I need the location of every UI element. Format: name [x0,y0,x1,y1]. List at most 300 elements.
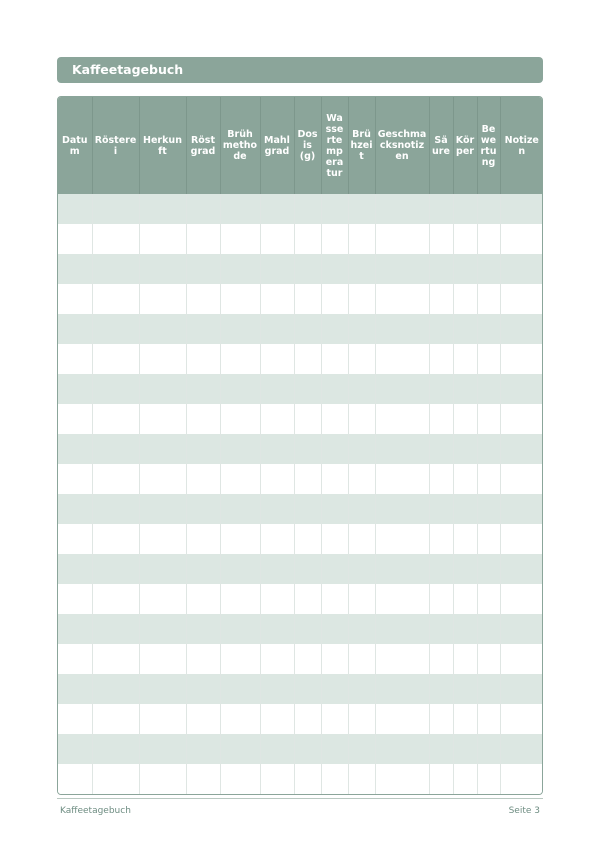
table-cell[interactable] [220,344,260,374]
table-cell[interactable] [139,644,186,674]
table-cell[interactable] [260,554,294,584]
table-row [58,674,543,704]
table-cell[interactable] [186,584,220,614]
table-cell[interactable] [453,464,477,494]
table-cell[interactable] [477,764,500,794]
table-cell[interactable] [477,494,500,524]
table-cell[interactable] [500,434,543,464]
table-cell[interactable] [429,404,453,434]
table-cell[interactable] [477,584,500,614]
table-cell[interactable] [500,374,543,404]
table-cell[interactable] [375,194,429,224]
table-cell[interactable] [139,734,186,764]
table-cell[interactable] [58,584,92,614]
table-cell[interactable] [220,194,260,224]
table-cell[interactable] [139,434,186,464]
table-cell[interactable] [477,254,500,284]
table-cell[interactable] [139,344,186,374]
table-cell[interactable] [500,764,543,794]
table-cell[interactable] [58,674,92,704]
table-cell[interactable] [453,254,477,284]
table-cell[interactable] [429,314,453,344]
table-cell[interactable] [186,494,220,524]
table-cell[interactable] [92,404,139,434]
table-cell[interactable] [92,554,139,584]
table-cell[interactable] [375,614,429,644]
table-row [58,464,543,494]
table-cell[interactable] [500,554,543,584]
table-cell[interactable] [260,764,294,794]
table-cell[interactable] [294,644,321,674]
table-cell[interactable] [500,314,543,344]
table-cell[interactable] [348,374,375,404]
table-cell[interactable] [429,524,453,554]
table-cell[interactable] [220,704,260,734]
table-cell[interactable] [500,644,543,674]
table-cell[interactable] [375,224,429,254]
table-cell[interactable] [294,584,321,614]
table-cell[interactable] [220,644,260,674]
table-cell[interactable] [260,524,294,554]
table-cell[interactable] [348,404,375,434]
table-cell[interactable] [375,344,429,374]
table-cell[interactable] [139,314,186,344]
table-cell[interactable] [375,584,429,614]
table-cell[interactable] [92,374,139,404]
table-cell[interactable] [500,254,543,284]
table-cell[interactable] [92,734,139,764]
table-cell[interactable] [186,674,220,704]
table-cell[interactable] [429,704,453,734]
table-cell[interactable] [348,434,375,464]
table-cell[interactable] [186,314,220,344]
table-cell[interactable] [260,254,294,284]
table-cell[interactable] [500,734,543,764]
table-cell[interactable] [220,224,260,254]
table-cell[interactable] [500,704,543,734]
table-cell[interactable] [429,644,453,674]
table-cell[interactable] [348,344,375,374]
table-cell[interactable] [500,524,543,554]
table-cell[interactable] [260,674,294,704]
table-cell[interactable] [186,224,220,254]
table-cell[interactable] [429,284,453,314]
table-cell[interactable] [220,734,260,764]
table-cell[interactable] [321,314,348,344]
table-cell[interactable] [58,314,92,344]
table-cell[interactable] [429,554,453,584]
table-row [58,704,543,734]
table-cell[interactable] [260,704,294,734]
table-cell[interactable] [321,194,348,224]
table-cell[interactable] [186,374,220,404]
table-cell[interactable] [186,344,220,374]
table-cell[interactable] [453,494,477,524]
table-cell[interactable] [294,224,321,254]
table-cell[interactable] [92,764,139,794]
table-cell[interactable] [429,584,453,614]
table-cell[interactable] [294,254,321,284]
table-cell[interactable] [321,404,348,434]
table-cell[interactable] [92,524,139,554]
table-row [58,374,543,404]
table-cell[interactable] [294,554,321,584]
column-header-mahlgrad: Mahlgrad [260,97,294,194]
table-cell[interactable] [477,344,500,374]
table-cell[interactable] [375,434,429,464]
table-cell[interactable] [139,554,186,584]
table-cell[interactable] [348,194,375,224]
table-cell[interactable] [294,194,321,224]
table-cell[interactable] [186,704,220,734]
table-cell[interactable] [260,344,294,374]
table-cell[interactable] [186,254,220,284]
table-cell[interactable] [139,464,186,494]
table-cell[interactable] [220,494,260,524]
column-header-bruehmethode: Brühmethode [220,97,260,194]
table-cell[interactable] [429,194,453,224]
table-cell[interactable] [477,284,500,314]
column-header-herkunft: Herkunft [139,97,186,194]
table-cell[interactable] [477,674,500,704]
table-cell[interactable] [260,644,294,674]
table-cell[interactable] [348,674,375,704]
table-cell[interactable] [58,344,92,374]
table-cell[interactable] [375,374,429,404]
table-cell[interactable] [58,374,92,404]
table-cell[interactable] [500,344,543,374]
table-cell[interactable] [348,284,375,314]
table-cell[interactable] [429,434,453,464]
table-cell[interactable] [429,254,453,284]
table-cell[interactable] [294,614,321,644]
table-cell[interactable] [294,734,321,764]
table-cell[interactable] [500,674,543,704]
table-cell[interactable] [453,284,477,314]
table-cell[interactable] [477,554,500,584]
table-cell[interactable] [429,224,453,254]
table-cell[interactable] [321,584,348,614]
table-cell[interactable] [429,674,453,704]
table-cell[interactable] [294,494,321,524]
table-cell[interactable] [92,704,139,734]
table-cell[interactable] [348,764,375,794]
table-cell[interactable] [453,734,477,764]
table-cell[interactable] [294,704,321,734]
table-cell[interactable] [477,314,500,344]
table-cell[interactable] [139,704,186,734]
table-cell[interactable] [348,734,375,764]
table-cell[interactable] [92,614,139,644]
table-cell[interactable] [58,524,92,554]
table-cell[interactable] [220,554,260,584]
table-cell[interactable] [321,284,348,314]
table-cell[interactable] [453,644,477,674]
table-cell[interactable] [429,374,453,404]
table-cell[interactable] [58,284,92,314]
table-cell[interactable] [220,254,260,284]
table-cell[interactable] [294,524,321,554]
table-cell[interactable] [500,614,543,644]
table-cell[interactable] [453,524,477,554]
table-cell[interactable] [500,404,543,434]
table-cell[interactable] [321,614,348,644]
table-cell[interactable] [477,524,500,554]
table-cell[interactable] [58,734,92,764]
table-cell[interactable] [220,674,260,704]
table-cell[interactable] [477,644,500,674]
table-cell[interactable] [348,254,375,284]
table-cell[interactable] [260,734,294,764]
table-cell[interactable] [500,494,543,524]
table-cell[interactable] [294,284,321,314]
table-cell[interactable] [321,434,348,464]
table-cell[interactable] [58,404,92,434]
table-cell[interactable] [186,524,220,554]
table-cell[interactable] [139,194,186,224]
table-cell[interactable] [260,194,294,224]
table-cell[interactable] [294,314,321,344]
table-cell[interactable] [477,734,500,764]
table-cell[interactable] [375,764,429,794]
table-row [58,284,543,314]
table-cell[interactable] [429,464,453,494]
table-cell[interactable] [294,464,321,494]
table-cell[interactable] [375,284,429,314]
table-header-row [58,97,543,194]
table-cell[interactable] [294,434,321,464]
table-cell[interactable] [260,404,294,434]
table-cell[interactable] [321,734,348,764]
table-cell[interactable] [375,644,429,674]
table-cell[interactable] [139,254,186,284]
table-cell[interactable] [429,614,453,644]
table-cell[interactable] [375,494,429,524]
table-cell[interactable] [348,614,375,644]
table-cell[interactable] [260,284,294,314]
table-cell[interactable] [92,584,139,614]
table-cell[interactable] [92,434,139,464]
table-cell[interactable] [92,284,139,314]
column-header-roestgrad: Röstgrad [186,97,220,194]
table-cell[interactable] [220,464,260,494]
table-cell[interactable] [92,344,139,374]
table-cell[interactable] [260,224,294,254]
table-cell[interactable] [477,434,500,464]
table-row [58,314,543,344]
table-cell[interactable] [321,494,348,524]
column-header-bewertung: Bewertung [477,97,500,194]
table-cell[interactable] [321,374,348,404]
page-title: Kaffeetagebuch [72,62,184,77]
column-header-roesterei: Rösterei [92,97,139,194]
table-cell[interactable] [348,584,375,614]
table-cell[interactable] [429,764,453,794]
table-cell[interactable] [477,464,500,494]
table-cell[interactable] [186,284,220,314]
table-cell[interactable] [260,434,294,464]
table-cell[interactable] [139,284,186,314]
table-cell[interactable] [294,374,321,404]
table-cell[interactable] [220,764,260,794]
table-cell[interactable] [58,194,92,224]
table-cell[interactable] [500,584,543,614]
table-cell[interactable] [92,254,139,284]
table-cell[interactable] [321,344,348,374]
table-cell[interactable] [260,584,294,614]
table-cell[interactable] [321,764,348,794]
table-cell[interactable] [348,554,375,584]
table-cell[interactable] [348,644,375,674]
column-header-wassertemperatur: Wassertemperatur [321,97,348,194]
table-cell[interactable] [321,254,348,284]
table-cell[interactable] [453,554,477,584]
table-row [58,434,543,464]
table-cell[interactable] [294,344,321,374]
table-cell[interactable] [220,434,260,464]
table-cell[interactable] [139,224,186,254]
table-cell[interactable] [321,554,348,584]
table-cell[interactable] [294,674,321,704]
table-cell[interactable] [139,614,186,644]
table-cell[interactable] [58,224,92,254]
table-cell[interactable] [321,674,348,704]
table-cell[interactable] [375,254,429,284]
table-cell[interactable] [453,584,477,614]
table-cell[interactable] [477,614,500,644]
table-cell[interactable] [375,314,429,344]
table-cell[interactable] [348,494,375,524]
column-header-notizen: Notizen [500,97,543,194]
table-cell[interactable] [186,734,220,764]
table-cell[interactable] [294,404,321,434]
table-cell[interactable] [92,644,139,674]
table-cell[interactable] [139,764,186,794]
table-cell[interactable] [260,494,294,524]
table-cell[interactable] [375,554,429,584]
table-cell[interactable] [139,404,186,434]
table-cell[interactable] [321,224,348,254]
table-cell[interactable] [220,584,260,614]
table-cell[interactable] [260,314,294,344]
table-cell[interactable] [453,434,477,464]
table-cell[interactable] [429,494,453,524]
table-cell[interactable] [220,404,260,434]
table-cell[interactable] [453,404,477,434]
table-cell[interactable] [375,464,429,494]
table-cell[interactable] [92,194,139,224]
table-cell[interactable] [500,194,543,224]
table-cell[interactable] [453,674,477,704]
table-cell[interactable] [186,464,220,494]
page-number: Seite 3 [508,806,540,816]
table-cell[interactable] [500,284,543,314]
table-cell[interactable] [58,554,92,584]
table-cell[interactable] [58,464,92,494]
table-cell[interactable] [375,524,429,554]
table-cell[interactable] [477,224,500,254]
table-cell[interactable] [58,254,92,284]
table-cell[interactable] [220,314,260,344]
table-cell[interactable] [220,524,260,554]
table-cell[interactable] [186,614,220,644]
table-cell[interactable] [453,374,477,404]
table-cell[interactable] [220,284,260,314]
table-cell[interactable] [92,494,139,524]
table-cell[interactable] [453,194,477,224]
table-cell[interactable] [186,554,220,584]
table-cell[interactable] [477,194,500,224]
table-cell[interactable] [321,644,348,674]
table-cell[interactable] [321,704,348,734]
table-cell[interactable] [294,764,321,794]
table-cell[interactable] [58,434,92,464]
table-cell[interactable] [348,464,375,494]
table-row [58,254,543,284]
table-cell[interactable] [348,224,375,254]
table-cell[interactable] [139,494,186,524]
footer-title: Kaffeetagebuch [60,806,131,816]
table-cell[interactable] [453,224,477,254]
table-cell[interactable] [139,374,186,404]
table-cell[interactable] [58,764,92,794]
table-cell[interactable] [348,524,375,554]
table-cell[interactable] [139,674,186,704]
table-cell[interactable] [453,344,477,374]
table-cell[interactable] [260,614,294,644]
table-cell[interactable] [58,614,92,644]
table-cell[interactable] [58,644,92,674]
table-cell[interactable] [429,344,453,374]
table-cell[interactable] [348,314,375,344]
table-cell[interactable] [186,644,220,674]
table-cell[interactable] [58,494,92,524]
table-cell[interactable] [58,704,92,734]
table-cell[interactable] [220,614,260,644]
table-cell[interactable] [260,374,294,404]
table-cell[interactable] [92,314,139,344]
table-cell[interactable] [186,434,220,464]
table-cell[interactable] [321,464,348,494]
table-cell[interactable] [139,524,186,554]
table-cell[interactable] [477,374,500,404]
table-cell[interactable] [375,734,429,764]
table-cell[interactable] [220,374,260,404]
table-cell[interactable] [453,764,477,794]
table-cell[interactable] [429,734,453,764]
table-cell[interactable] [375,404,429,434]
table-cell[interactable] [92,674,139,704]
table-cell[interactable] [375,704,429,734]
table-cell[interactable] [260,464,294,494]
table-cell[interactable] [453,614,477,644]
table-cell[interactable] [321,524,348,554]
table-cell[interactable] [500,464,543,494]
table-cell[interactable] [348,704,375,734]
table-cell[interactable] [477,404,500,434]
table-cell[interactable] [453,314,477,344]
table-cell[interactable] [453,704,477,734]
table-cell[interactable] [375,674,429,704]
table-cell[interactable] [500,224,543,254]
table-cell[interactable] [477,704,500,734]
table-cell[interactable] [92,224,139,254]
table-cell[interactable] [186,404,220,434]
table-cell[interactable] [92,464,139,494]
table-cell[interactable] [186,764,220,794]
table-cell[interactable] [139,584,186,614]
table-cell[interactable] [186,194,220,224]
